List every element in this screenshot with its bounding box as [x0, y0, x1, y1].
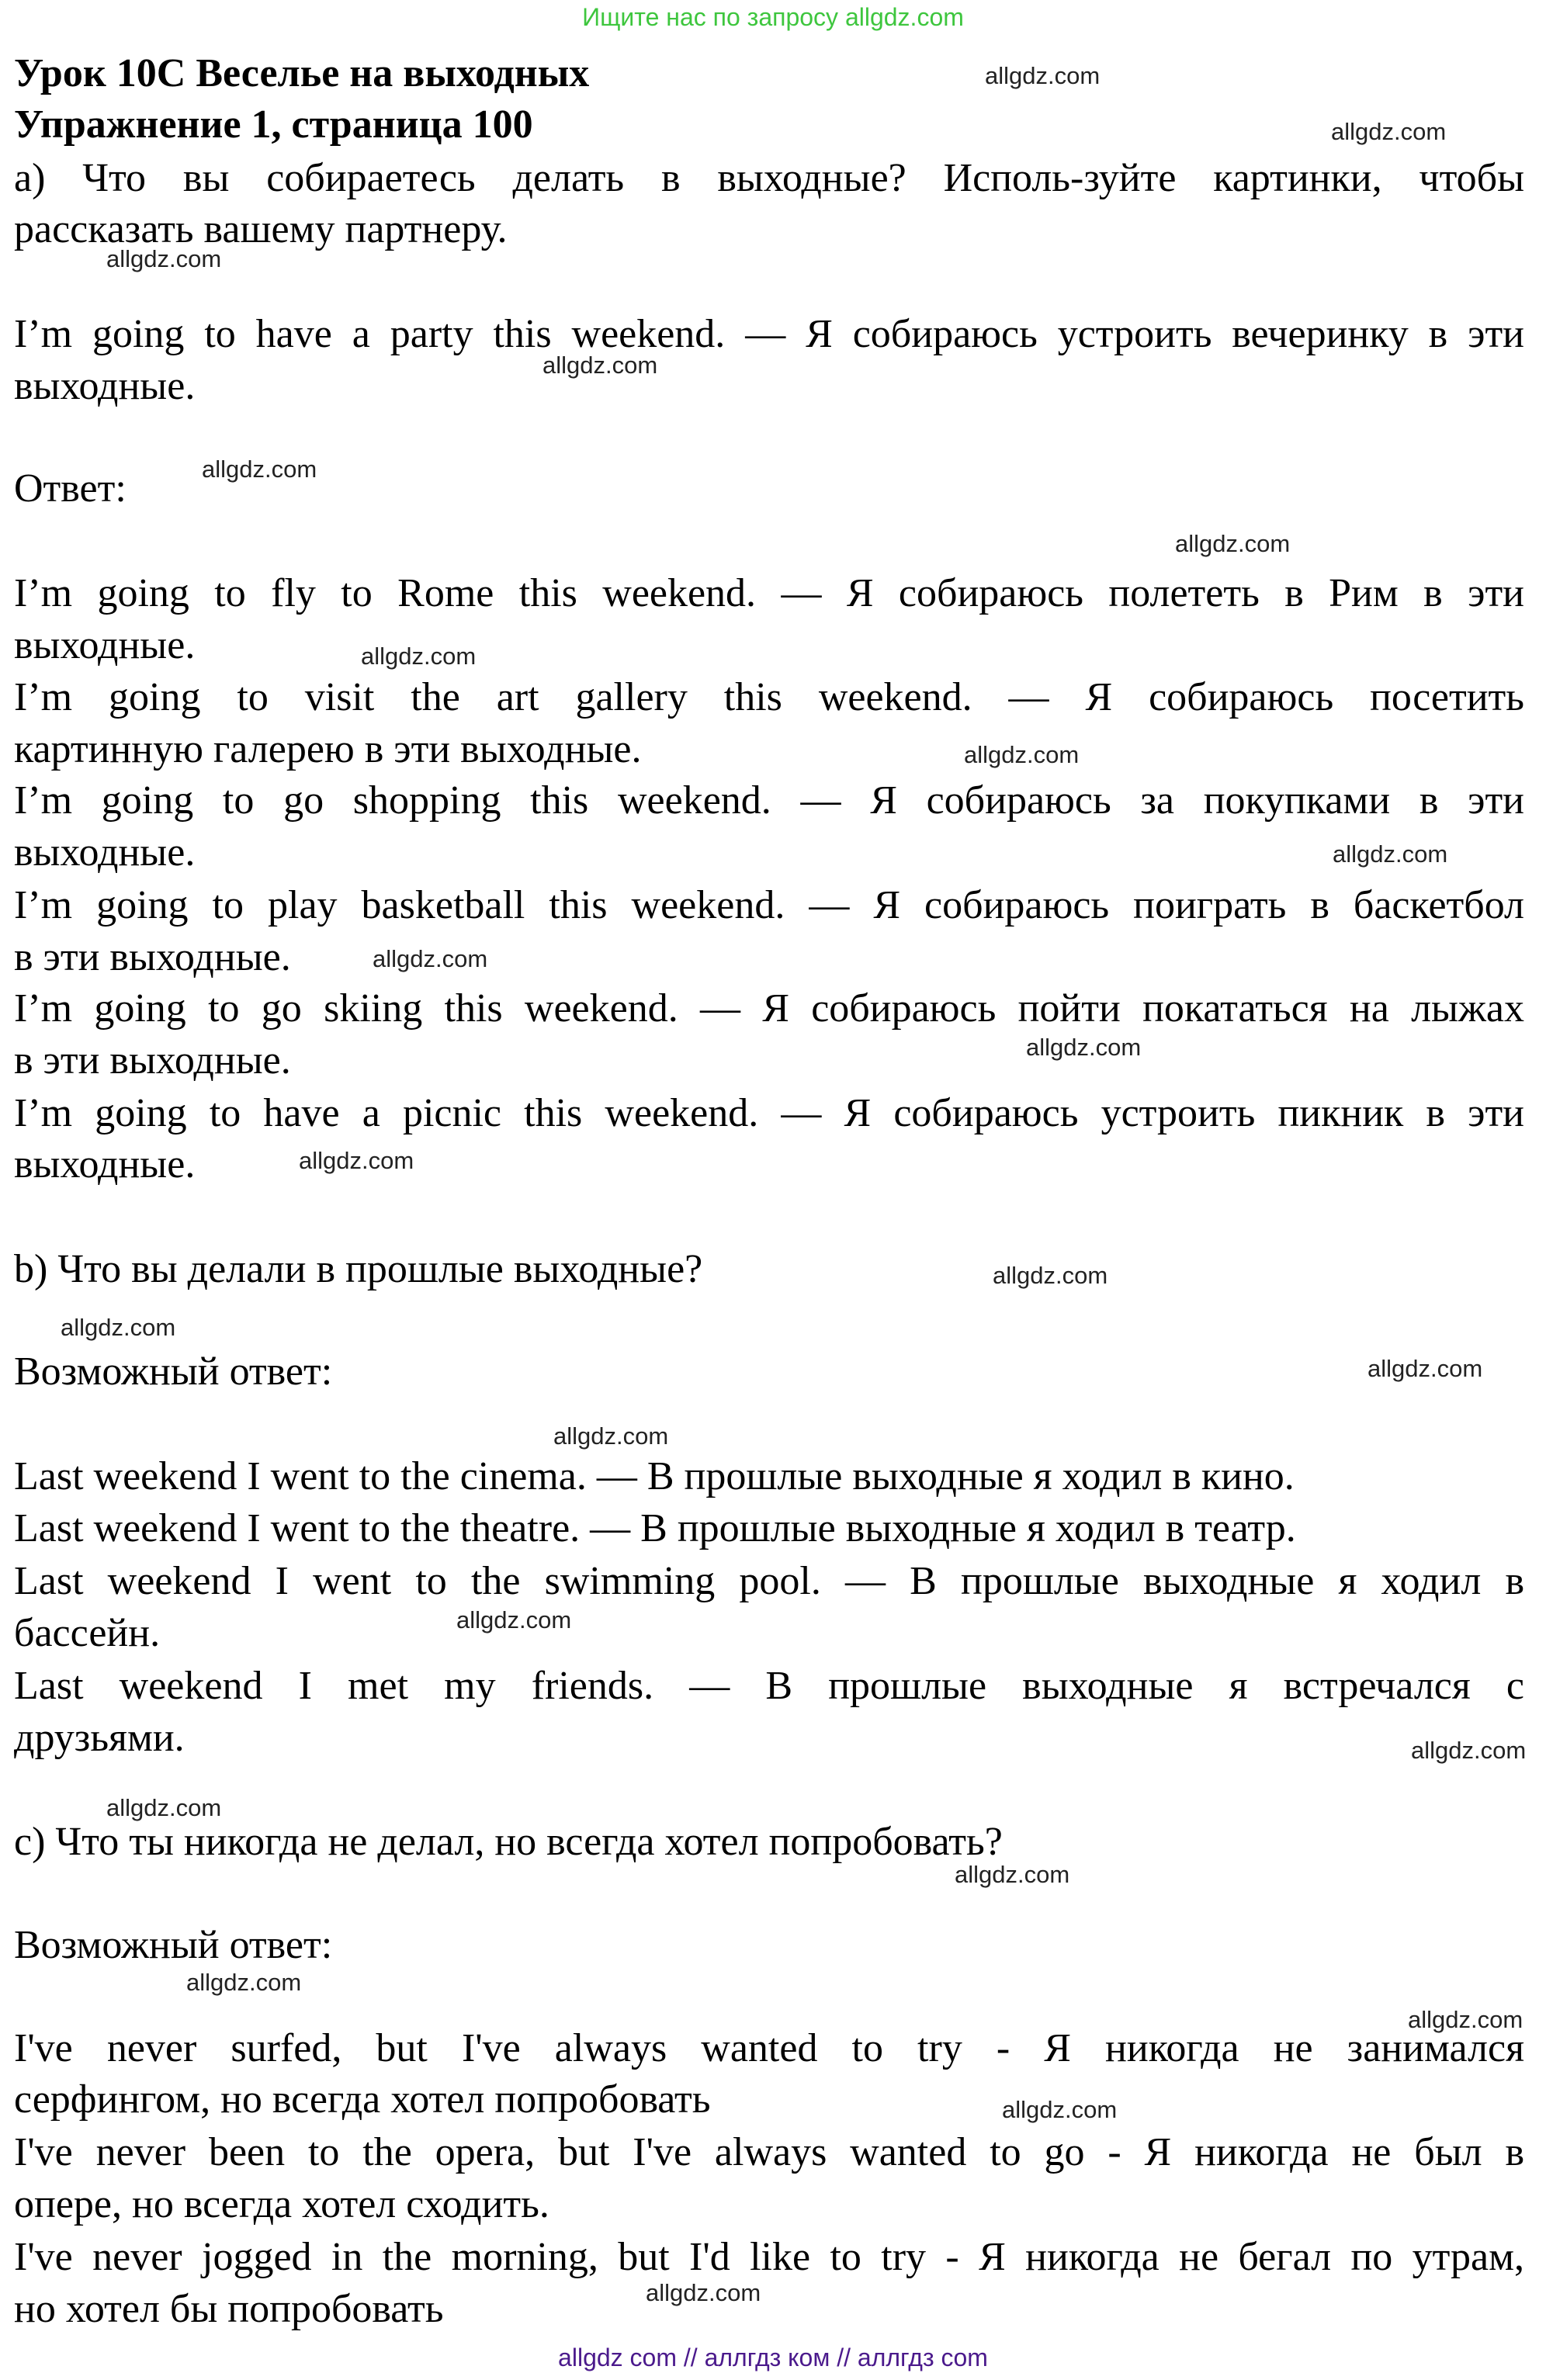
answer-2-line: картинную галерею в эти выходные.	[14, 727, 642, 771]
watermark: allgdz.com	[361, 643, 477, 670]
answer-1-line: выходные.	[14, 623, 196, 667]
answer-2-line: I’m going to visit the art gallery this weekend. — Я собираюсь посетить	[14, 675, 1524, 719]
watermark: allgdz.com	[106, 245, 222, 272]
task-a-line: рассказать вашему партнеру.	[14, 207, 508, 251]
answer-label-line: Ответ:	[14, 466, 127, 511]
example-line: I’m going to have a party this weekend. — Я собираюсь устроить вечеринку в эти	[14, 312, 1524, 356]
watermark: allgdz.com	[955, 1861, 1070, 1888]
top-banner: Ищите нас по запросу allgdz.com	[582, 3, 964, 31]
watermark: allgdz.com	[1026, 1034, 1142, 1061]
watermark: allgdz.com	[456, 1606, 572, 1633]
answer-4-line: I’m going to play basketball this weekend. — Я собираюсь поиграть в баскетбол	[14, 883, 1524, 927]
possible-answer-b-line: Возможный ответ:	[14, 1349, 333, 1394]
b-2-line: Last weekend I went to the theatre. — В прошлые выходные я ходил в театр.	[14, 1506, 1296, 1550]
watermark: allgdz.com	[186, 1969, 302, 1996]
b-3-line: Last weekend I went to the swimming pool. — В прошлые выходные я ходил в	[14, 1559, 1524, 1603]
watermark: allgdz.com	[1408, 2006, 1523, 2033]
c-1-line: серфингом, но всегда хотел попробовать	[14, 2077, 711, 2122]
footer-links: allgdz com // аллгдз ком // аллгдз com	[558, 2344, 988, 2371]
exercise-title-line: Упражнение 1, страница 100	[14, 102, 533, 147]
b-1-line: Last weekend I went to the cinema. — В прошлые выходные я ходил в кино.	[14, 1454, 1295, 1498]
answer-1-line: I’m going to fly to Rome this weekend. — Я собираюсь полететь в Рим в эти	[14, 571, 1524, 615]
c-1-line: I've never surfed, but I've always wanted to try - Я никогда не занимался	[14, 2026, 1524, 2070]
watermark: allgdz.com	[106, 1794, 222, 1821]
lesson-title-line: Урок 10С Веселье на выходных	[14, 51, 590, 95]
watermark: allgdz.com	[985, 62, 1101, 89]
b-3-line: бассейн.	[14, 1611, 161, 1655]
c-2-line: опере, но всегда хотел сходить.	[14, 2182, 549, 2226]
possible-answer-c-line: Возможный ответ:	[14, 1923, 333, 1967]
watermark: allgdz.com	[1175, 530, 1291, 557]
answer-5-line: I’m going to go skiing this weekend. — Я собираюсь пойти покататься на лыжах	[14, 986, 1524, 1031]
answer-3-line: I’m going to go shopping this weekend. — Я собираюсь за покупками в эти	[14, 778, 1524, 823]
watermark: allgdz.com	[202, 456, 317, 483]
b-4-line: Last weekend I met my friends. — В прошлые выходные я встречался с	[14, 1664, 1524, 1708]
watermark: allgdz.com	[993, 1262, 1108, 1289]
answer-6-line: выходные.	[14, 1142, 196, 1187]
answer-6-line: I’m going to have a picnic this weekend. — Я собираюсь устроить пикник в эти	[14, 1091, 1524, 1135]
watermark: allgdz.com	[964, 741, 1080, 768]
watermark: allgdz.com	[542, 352, 658, 379]
task-a-line: а) Что вы собираетесь делать в выходные? Исполь-зуйте картинки, чтобы	[14, 156, 1524, 200]
c-3-line: но хотел бы попробовать	[14, 2287, 444, 2331]
watermark: allgdz.com	[61, 1314, 176, 1341]
b-4-line: друзьями.	[14, 1716, 185, 1760]
c-3-line: I've never jogged in the morning, but I'd like to try - Я никогда не бегал по утрам,	[14, 2235, 1524, 2279]
answer-4-line: в эти выходные.	[14, 935, 291, 979]
c-2-line: I've never been to the opera, but I've always wanted to go - Я никогда не был в	[14, 2130, 1524, 2174]
watermark: allgdz.com	[1002, 2096, 1118, 2123]
watermark: allgdz.com	[1367, 1355, 1483, 1382]
watermark: allgdz.com	[646, 2279, 761, 2306]
watermark: allgdz.com	[373, 945, 488, 972]
answer-3-line: выходные.	[14, 830, 196, 875]
watermark: allgdz.com	[1333, 840, 1448, 868]
example-line: выходные.	[14, 364, 196, 408]
watermark: allgdz.com	[299, 1147, 414, 1174]
watermark: allgdz.com	[1411, 1737, 1527, 1764]
answer-5-line: в эти выходные.	[14, 1038, 291, 1083]
watermark: allgdz.com	[553, 1422, 669, 1450]
watermark: allgdz.com	[1331, 118, 1447, 145]
task-c-line: c) Что ты никогда не делал, но всегда хотел попробовать?	[14, 1820, 1003, 1864]
task-b-line: b) Что вы делали в прошлые выходные?	[14, 1247, 703, 1291]
